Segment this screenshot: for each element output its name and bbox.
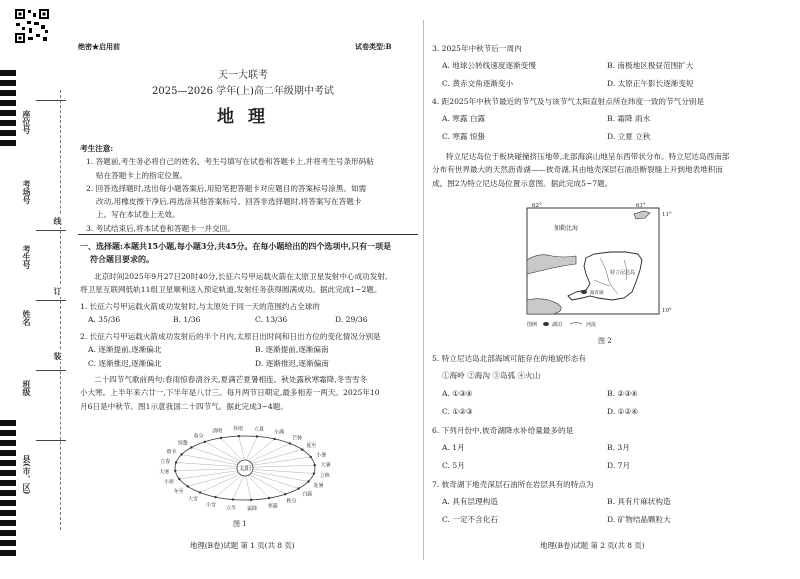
question-4 — [432, 95, 792, 144]
solar-term-label: 秋分 — [286, 498, 297, 505]
q1-option-b[interactable]: B. 1/36 — [173, 315, 201, 325]
notice-item: 贴在答题卡上的指定位置。 — [96, 170, 188, 180]
term-ray — [253, 457, 311, 465]
org-name: 天一大联考 — [218, 70, 268, 81]
lon-62: 62° — [532, 203, 542, 209]
q4-option-d[interactable]: D. 立夏 立秋 — [607, 132, 651, 142]
seal-bind: 订 — [53, 287, 63, 295]
solar-term-label: 立春 — [160, 459, 171, 466]
term-ray — [248, 439, 274, 461]
section1-title — [80, 240, 420, 267]
divider — [78, 234, 418, 235]
qr-code — [14, 8, 50, 44]
notice-item: 3. 考试结束后,将本试卷和答题卡一并交回。 — [86, 223, 235, 233]
q7-stem: 7. 彼奇湖下地壳深层石油所在岩层具有的特点为 — [432, 480, 594, 489]
intro1-line: 北京时间2025年9月27日20时40分,长征六号甲运载火箭在太原卫星发射中心成功发射, — [94, 272, 388, 281]
notice-item: 上。写在本试卷上无效。 — [96, 210, 180, 220]
label-name: 姓名 — [22, 310, 32, 326]
term-ray — [233, 476, 244, 500]
sun-label: 太阳 — [238, 465, 252, 473]
solar-term-label: 立夏 — [253, 426, 264, 433]
term-dot — [273, 438, 275, 440]
lat-11: 11° — [662, 212, 672, 218]
solar-term-label: 处暑 — [313, 482, 324, 489]
term-ray — [250, 475, 286, 495]
section1-title-c: 符合题目要求的。 — [90, 254, 154, 265]
term-dot — [180, 453, 182, 455]
seal-line: 线 — [53, 217, 63, 225]
footer-page-1: 地理(B卷)试题 第 1 页(共 8 页) — [190, 541, 295, 550]
label-room: 考场号 — [22, 180, 32, 204]
secret-mark: 绝密★启用前 — [78, 42, 120, 51]
solar-term-label: 冬至 — [173, 488, 184, 495]
term-dot — [268, 497, 270, 499]
q4-stem: 4. 距2025年中秋节最近的节气及与该节气太阳直射点所在纬度一致的节气分别是 — [432, 97, 704, 106]
caribbean-label: 加勒比海 — [554, 225, 579, 232]
question-7 — [432, 478, 792, 527]
term-ray — [248, 476, 269, 499]
solar-term-label: 清明 — [212, 428, 223, 435]
q3-option-c[interactable]: C. 黄赤交角逐渐变小 — [442, 79, 514, 89]
legend-river: 河流 — [586, 322, 597, 328]
q2-option-c[interactable]: C. 逐渐推迟,逐渐偏北 — [88, 359, 162, 369]
figure-1-solar-terms — [150, 418, 340, 518]
q2-option-d[interactable]: D. 逐渐推迟,逐渐偏南 — [255, 359, 329, 369]
term-ray — [215, 475, 241, 497]
term-dot — [199, 491, 201, 493]
island-label: 特立尼达岛 — [610, 270, 636, 276]
solar-term-label: 大暑 — [320, 462, 331, 469]
solar-term-label: 惊蛰 — [177, 440, 188, 447]
term-dot — [284, 493, 286, 495]
intro2-line: 月6日是中秋节。图1示意我国二十四节气。据此完成3~4题。 — [80, 401, 288, 411]
solar-term-label: 小寒 — [163, 479, 174, 486]
q5-option-b[interactable]: B. ②③④ — [607, 388, 638, 398]
q3-stem: 3. 2025年中秋节后一周内 — [432, 44, 522, 53]
label-county: 县(市、区) — [22, 455, 32, 495]
footer-page-2: 地理(B卷)试题 第 2 页(共 8 页) — [540, 541, 645, 550]
term-ray — [200, 474, 240, 492]
term-dot — [174, 470, 176, 472]
q5-stem: 5. 特立尼达岛北部海域可能存在的地貌形态有 — [432, 354, 586, 363]
q3-option-a[interactable]: A. 地球公转线速度逐渐变慢 — [442, 61, 536, 71]
solar-term-label: 霜降 — [247, 505, 258, 512]
solar-term-label: 小暑 — [316, 452, 327, 459]
term-dot — [256, 435, 258, 437]
exam-name: 2025—2026 学年(上)高二年级期中考试 — [152, 86, 334, 97]
solar-term-label: 立冬 — [226, 505, 237, 512]
solar-term-label: 夏至 — [306, 443, 317, 450]
q5-items: ①海岭 ②海沟 ③岛弧 ④火山 — [442, 371, 541, 381]
term-dot — [186, 485, 188, 487]
intro2-line: 二十四节气歌前两句:春雨惊春清谷天,夏满芒夏暑相连。秋处露秋寒霜降,冬雪雪冬 — [94, 375, 368, 384]
term-dot — [313, 472, 315, 474]
term-ray — [205, 442, 241, 462]
q7-option-c[interactable]: C. 一定不含化石 — [442, 515, 498, 525]
q1-option-c[interactable]: C. 13/36 — [255, 315, 288, 325]
term-ray — [253, 469, 314, 473]
intro3-line: 分布有世界最大的天然沥青湖——彼奇湖,其由地壳深层石油沿断裂缝上升到地表堆积而 — [432, 165, 723, 175]
term-ray — [239, 436, 244, 460]
solar-term-label: 大寒 — [159, 469, 170, 476]
question-1 — [80, 300, 420, 327]
solar-term-label: 小雪 — [205, 502, 216, 509]
term-dot — [220, 437, 222, 439]
q5-option-a[interactable]: A. ①③④ — [442, 388, 473, 398]
solar-term-label: 立秋 — [319, 472, 330, 479]
solar-term-label: 芒种 — [292, 435, 303, 442]
term-dot — [297, 487, 299, 489]
label-seat: 座位号 — [22, 110, 32, 134]
solar-term-label: 小满 — [274, 429, 285, 436]
q1-option-d[interactable]: D. 29/36 — [335, 315, 368, 325]
notice-item: 2. 回答选择题时,选出每小题答案后,用铅笔把答题卡对应题目的答案标号涂黑。如需 — [86, 183, 367, 193]
intro1 — [80, 270, 420, 297]
term-dot — [310, 456, 312, 458]
notice-block — [80, 142, 415, 235]
intro3 — [432, 150, 792, 190]
solar-term-label: 春分 — [193, 433, 204, 440]
q5-option-c[interactable]: C. ①②③ — [442, 406, 473, 416]
section1-title-a: 一、选择题:本题共15小题,每小题3分,共45分。 — [80, 241, 253, 251]
q3-option-b[interactable]: B. 南极地区极昼范围扩大 — [607, 61, 694, 71]
lat-10: 10° — [662, 308, 672, 314]
q6-option-b[interactable]: B. 3月 — [607, 443, 630, 453]
term-dot — [307, 480, 309, 482]
term-dot — [178, 478, 180, 480]
seal-pack: 装 — [53, 352, 63, 360]
subject-title: 地 理 — [217, 107, 269, 127]
term-dot — [175, 461, 177, 463]
q6-option-a[interactable]: A. 1月 — [442, 443, 465, 453]
term-dot — [190, 446, 192, 448]
term-dot — [204, 441, 206, 443]
term-ray — [176, 462, 237, 466]
term-ray — [252, 471, 308, 481]
notice-item: 1. 答题前,考生务必将自己的姓名、考生号填写在试卷和答题卡上,并将考生号条形码粘 — [86, 157, 374, 167]
label-candidate: 考生号 — [22, 245, 32, 269]
term-dot — [232, 498, 234, 500]
q6-stem: 6. 下列月份中,彼奇湖降水补给量最多的是 — [432, 426, 574, 435]
term-dot — [289, 442, 291, 444]
question-3 — [432, 42, 792, 91]
term-dot — [238, 435, 240, 437]
solar-term-label: 寒露 — [267, 503, 278, 510]
q1-option-a[interactable]: A. 35/36 — [88, 315, 121, 325]
q2-option-a[interactable]: A. 逐渐提前,逐渐偏北 — [88, 345, 162, 355]
q7-option-a[interactable]: A. 具有层理构造 — [442, 497, 498, 507]
term-ray — [246, 476, 251, 500]
legend-title: 图例 — [527, 322, 538, 328]
legend-lake: 湖泊 — [552, 322, 563, 328]
label-class: 班级 — [22, 380, 32, 396]
term-ray — [253, 465, 315, 467]
term-ray — [175, 469, 237, 471]
question-5 — [432, 352, 792, 419]
q4-option-a[interactable]: A. 寒露 白露 — [442, 114, 486, 124]
section1-title-b: 在每小题给出的四个选项中,只有一项是 — [252, 241, 392, 251]
figure-2-caption: 图 2 — [598, 337, 612, 345]
lon-61: 61° — [636, 203, 646, 209]
intro3-line: 特立尼达岛位于板块碰撞挤压地带,北部海滨山地呈东西带状分布。特立尼达岛西南部 — [446, 152, 730, 161]
term-ray — [221, 438, 242, 461]
legend-lake-symbol — [543, 322, 549, 326]
notice-title: 考生注意: — [80, 144, 114, 153]
paper-type: 试卷类型:B — [355, 42, 392, 51]
column-separator — [423, 20, 424, 560]
question-2 — [80, 330, 420, 371]
figure-1-caption: 图 1 — [233, 520, 247, 528]
q4-option-c[interactable]: C. 寒露 惊蛰 — [442, 132, 486, 142]
legend-river-symbol — [570, 323, 582, 325]
solar-term-label: 白露 — [302, 491, 313, 498]
term-dot — [250, 499, 252, 501]
binding-strip — [0, 0, 72, 579]
intro3-line: 成。图2为特立尼达岛位置示意图。据此完成5~7题。 — [432, 178, 613, 188]
intro2-line: 小大寒。上半年来六廿一,下半年是八廿三。每月两节日期定,最多相差一两天。2025年10 — [80, 388, 380, 398]
lake-label: 彼奇湖 — [590, 291, 604, 296]
question-6 — [432, 424, 792, 473]
term-ray — [250, 443, 290, 461]
term-ray — [182, 455, 238, 465]
q5-option-d[interactable]: D. ①②④ — [607, 406, 639, 416]
q4-option-b[interactable]: B. 霜降 雨水 — [607, 114, 651, 124]
term-ray — [179, 471, 237, 479]
q3-option-d[interactable]: D. 太原正午影长逐渐变短 — [607, 79, 694, 89]
q6-option-d[interactable]: D. 7月 — [607, 461, 631, 471]
notice-item: 改动,用橡皮擦干净后,再选涂其他答案标号。回答非选择题时,将答案写在答题卡 — [96, 197, 362, 207]
q2-stem: 2. 长征六号甲运载火箭成功发射后的半个月内,太原日出时间和日出方位的变化情况分别是 — [80, 332, 381, 341]
q2-option-b[interactable]: B. 逐渐提前,逐渐偏南 — [255, 345, 329, 355]
solar-term-label: 谷雨 — [232, 426, 243, 433]
term-dot — [301, 448, 303, 450]
solar-term-label: 雨水 — [166, 449, 177, 456]
term-ray — [246, 436, 257, 460]
term-dot — [314, 464, 316, 466]
figure-2-trinidad-map — [524, 200, 674, 332]
q7-option-b[interactable]: B. 具有片麻状构造 — [607, 497, 671, 507]
pitch-lake — [581, 290, 587, 294]
intro2 — [80, 373, 420, 413]
q7-option-d[interactable]: D. 矿物结晶颗粒大 — [607, 515, 671, 525]
solar-term-label: 大雪 — [187, 496, 198, 503]
q1-stem: 1. 长征六号甲运载火箭成功发射时,与太原处于同一天的范围约占全球的 — [80, 302, 320, 311]
intro1-line: 将卫星互联网低轨11组卫星顺利送入预定轨道,发射任务获得圆满成功。据此完成1~2题。 — [80, 285, 382, 295]
term-dot — [214, 496, 216, 498]
q6-option-c[interactable]: C. 5月 — [442, 461, 465, 471]
